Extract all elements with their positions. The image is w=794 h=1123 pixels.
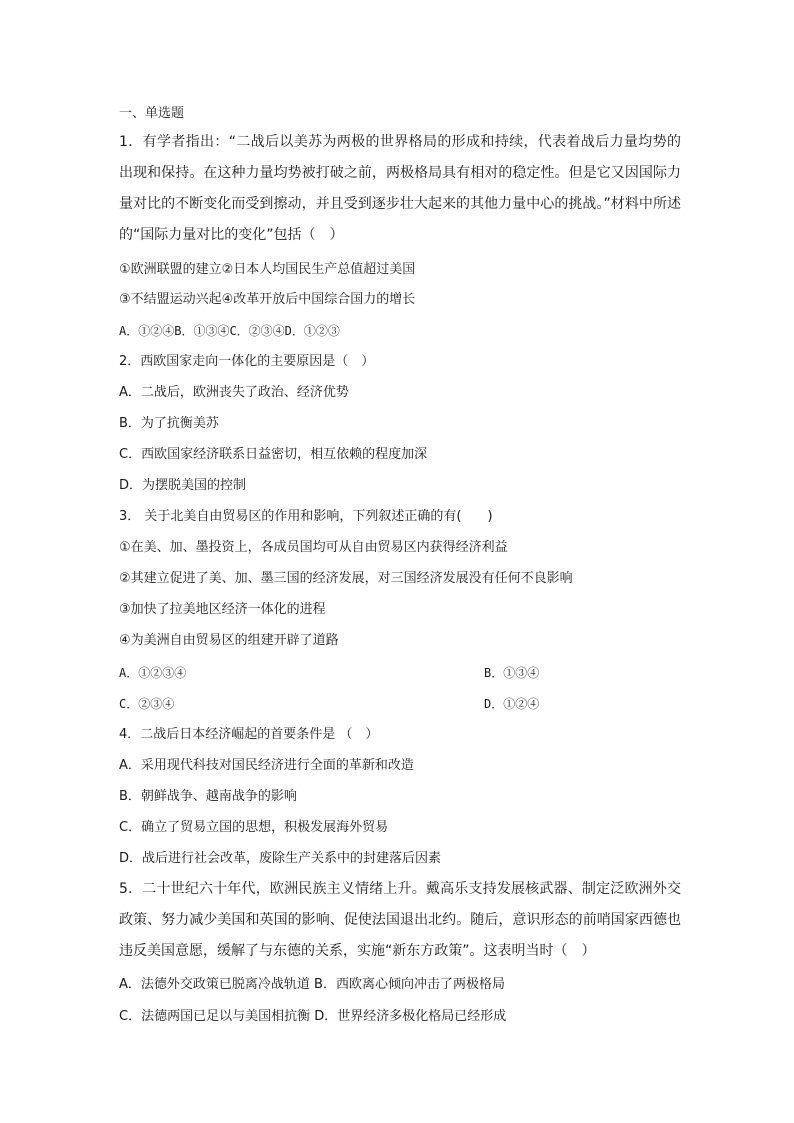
question-5-stem: 5．二十世纪六十年代，欧洲民族主义情绪上升。戴高乐支持发展核武器、制定泛欧洲外交政策、努力减少美国和英国的影响、促使法国退出北约。随后，意识形态的前哨国家西德也违反美国意愿，缓解了与东德的关系，实施“新东方政策”。这表明当时（ ） [119, 881, 681, 959]
section-title: 一、单选题 [119, 106, 185, 121]
question-4-option-a: A．采用现代科技对国民经济进行全面的革新和改造 [119, 758, 414, 773]
question-3-item-3: ③加快了拉美地区经济一体化的进程 [119, 602, 326, 617]
question-5-options-ab: A．法德外交政策已脱离冷战轨道 B．西欧离心倾向冲击了两极格局 [119, 977, 505, 992]
question-1-item-2: ③不结盟运动兴起④改革开放后中国综合国力的增长 [119, 292, 416, 307]
question-4-option-c: C．确立了贸易立国的思想，积极发展海外贸易 [119, 820, 389, 835]
question-3-option-d: D．①②④ [484, 697, 540, 711]
question-3-stem: 3． 关于北美自由贸易区的作用和影响，下列叙述正确的有( ) [119, 509, 493, 524]
question-5-options-cd: C．法德两国已足以与美国相抗衡 D．世界经济多极化格局已经形成 [119, 1009, 507, 1024]
question-4-option-d: D．战后进行社会改革，废除生产关系中的封建落后因素 [119, 851, 442, 866]
question-1-stem: 1．有学者指出：“二战后以美苏为两极的世界格局的形成和持续，代表着战后力量均势的出现和保持。在这种力量均势被打破之前，两极格局具有相对的稳定性。但是它又因国际力量对比的不断变化而受到擦动，并且受到逐步壮大起来的其他力量中心的挑战。”材料中所述的“国际力量对比的变化”包括（ ） [119, 134, 681, 243]
question-2-option-c: C．西欧国家经济联系日益密切，相互依赖的程度加深 [119, 447, 428, 462]
question-1-options: A．①②④B．①③④C．②③④D．①②③ [119, 324, 340, 338]
question-3-item-4: ④为美洲自由贸易区的组建开辟了道路 [119, 633, 339, 648]
question-3-option-b: B．①③④ [484, 666, 540, 680]
question-3-option-a: A．①②③④ [119, 666, 187, 680]
question-4-stem: 4．二战后日本经济崛起的首要条件是 （ ） [119, 727, 379, 742]
question-3-option-c: C．②③④ [119, 697, 175, 711]
question-2-option-d: D．为摆脱美国的控制 [119, 478, 247, 493]
question-4-option-b: B．朝鲜战争、越南战争的影响 [119, 789, 297, 804]
question-3-item-1: ①在美、加、墨投资上，各成员国均可从自由贸易区内获得经济利益 [119, 540, 508, 555]
question-2-option-b: B．为了抗衡美苏 [119, 416, 219, 431]
question-2-option-a: A．二战后，欧洲丧失了政治、经济优势 [119, 385, 349, 400]
question-3-item-2: ②其建立促进了美、加、墨三国的经济发展，对三国经济发展没有任何不良影响 [119, 571, 573, 586]
question-2-stem: 2．西欧国家走向一体化的主要原因是（ ） [119, 354, 375, 369]
question-1-item-1: ①欧洲联盟的建立②日本人均国民生产总值超过美国 [119, 262, 416, 277]
